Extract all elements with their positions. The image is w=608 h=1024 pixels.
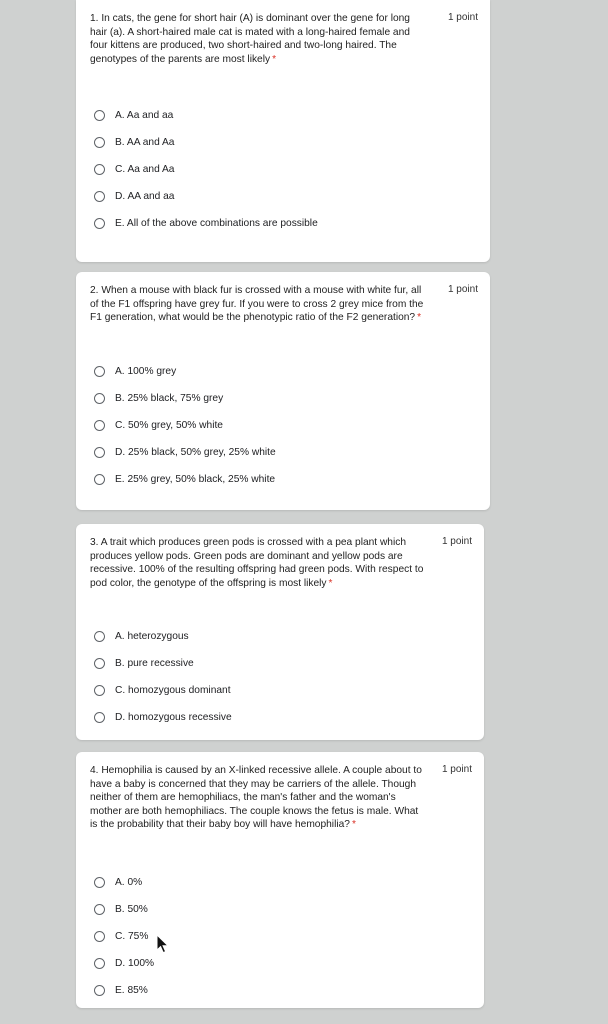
radio-button[interactable] xyxy=(94,631,105,642)
question-card-3 xyxy=(76,524,484,740)
question-card-4 xyxy=(76,752,484,1008)
radio-button[interactable] xyxy=(94,447,105,458)
required-marker: * xyxy=(328,577,333,589)
question-card-2 xyxy=(76,272,490,510)
question-points: 1 point xyxy=(447,284,478,295)
option-label: E. All of the above combinations are possible xyxy=(115,218,318,229)
option-e[interactable] xyxy=(94,977,474,1004)
radio-button[interactable] xyxy=(94,904,105,915)
option-label: A. 100% grey xyxy=(115,366,177,377)
option-a[interactable] xyxy=(94,869,474,896)
option-c[interactable] xyxy=(94,412,480,439)
option-b[interactable] xyxy=(94,129,480,156)
option-d[interactable] xyxy=(94,950,474,977)
option-label: A. 0% xyxy=(115,877,143,888)
radio-button[interactable] xyxy=(94,877,105,888)
option-e[interactable] xyxy=(94,210,480,237)
radio-button[interactable] xyxy=(94,658,105,669)
option-c[interactable] xyxy=(94,677,474,704)
option-label: C. 75% xyxy=(115,931,149,942)
radio-button[interactable] xyxy=(94,685,105,696)
radio-button[interactable] xyxy=(94,958,105,969)
option-c[interactable] xyxy=(94,156,480,183)
option-d[interactable] xyxy=(94,704,474,731)
required-marker: * xyxy=(272,53,277,65)
question-header xyxy=(90,764,472,832)
option-b[interactable] xyxy=(94,896,474,923)
question-text: 4. Hemophilia is caused by an X-linked recessive allele. A couple about to have a baby is concerned that they may be carriers of the allele. Though neither of them are hemophiliacs, the man's father and the woman's mother are both hemophiliacs. The couple knows the fetus is male. What is the probability that their baby boy will have hemophilia? * xyxy=(90,765,422,831)
option-label: C. homozygous dominant xyxy=(115,685,231,696)
radio-button[interactable] xyxy=(94,218,105,229)
option-label: C. 50% grey, 50% white xyxy=(115,420,223,431)
radio-button[interactable] xyxy=(94,366,105,377)
radio-button[interactable] xyxy=(94,931,105,942)
radio-button[interactable] xyxy=(94,110,105,121)
radio-button[interactable] xyxy=(94,393,105,404)
option-c[interactable] xyxy=(94,923,474,950)
radio-button[interactable] xyxy=(94,191,105,202)
option-label: B. AA and Aa xyxy=(115,137,175,148)
option-d[interactable] xyxy=(94,439,480,466)
radio-button[interactable] xyxy=(94,985,105,996)
required-marker: * xyxy=(417,312,422,324)
question-header xyxy=(90,12,478,66)
question-header xyxy=(90,284,478,325)
option-label: B. 25% black, 75% grey xyxy=(115,393,224,404)
option-label: D. 100% xyxy=(115,958,155,969)
radio-button[interactable] xyxy=(94,137,105,148)
option-label: A. heterozygous xyxy=(115,631,189,642)
option-label: E. 85% xyxy=(115,985,148,996)
question-text: 2. When a mouse with black fur is crossed with a mouse with white fur, all of the F1 offspring have grey fur. If you were to cross 2 grey mice from the F1 generation, what would be the phenotypic ratio of the F2 generation? * xyxy=(90,285,424,324)
question-card-1 xyxy=(76,0,490,262)
option-label: D. 25% black, 50% grey, 25% white xyxy=(115,447,276,458)
question-text: 3. A trait which produces green pods is crossed with a pea plant which produces yellow pods. Green pods are dominant and yellow pods are recessive. 100% of the resulting offspring had green pods. With respect to pod color, the genotype of the offspring is most likely * xyxy=(90,537,424,589)
option-a[interactable] xyxy=(94,623,474,650)
options-list xyxy=(94,102,480,237)
question-points: 1 point xyxy=(447,12,478,23)
option-label: A. Aa and aa xyxy=(115,110,174,121)
radio-button[interactable] xyxy=(94,712,105,723)
option-label: B. 50% xyxy=(115,904,148,915)
option-b[interactable] xyxy=(94,385,480,412)
options-list xyxy=(94,623,474,731)
question-header xyxy=(90,536,472,590)
option-e[interactable] xyxy=(94,466,480,493)
question-points: 1 point xyxy=(441,536,472,547)
option-a[interactable] xyxy=(94,358,480,385)
options-list xyxy=(94,869,474,1004)
question-text: 1. In cats, the gene for short hair (A) is dominant over the gene for long hair (a). A short-haired male cat is mated with a long-haired female and four kittens are produced, two short-haired and two-long haired. The genotypes of the parents are most likely * xyxy=(90,13,410,65)
radio-button[interactable] xyxy=(94,420,105,431)
required-marker: * xyxy=(351,819,356,831)
options-list xyxy=(94,358,480,493)
option-a[interactable] xyxy=(94,102,480,129)
option-label: D. AA and aa xyxy=(115,191,175,202)
radio-button[interactable] xyxy=(94,474,105,485)
option-label: D. homozygous recessive xyxy=(115,712,232,723)
question-points: 1 point xyxy=(441,764,472,775)
option-d[interactable] xyxy=(94,183,480,210)
option-label: E. 25% grey, 50% black, 25% white xyxy=(115,474,276,485)
option-b[interactable] xyxy=(94,650,474,677)
radio-button[interactable] xyxy=(94,164,105,175)
option-label: C. Aa and Aa xyxy=(115,164,175,175)
option-label: B. pure recessive xyxy=(115,658,194,669)
